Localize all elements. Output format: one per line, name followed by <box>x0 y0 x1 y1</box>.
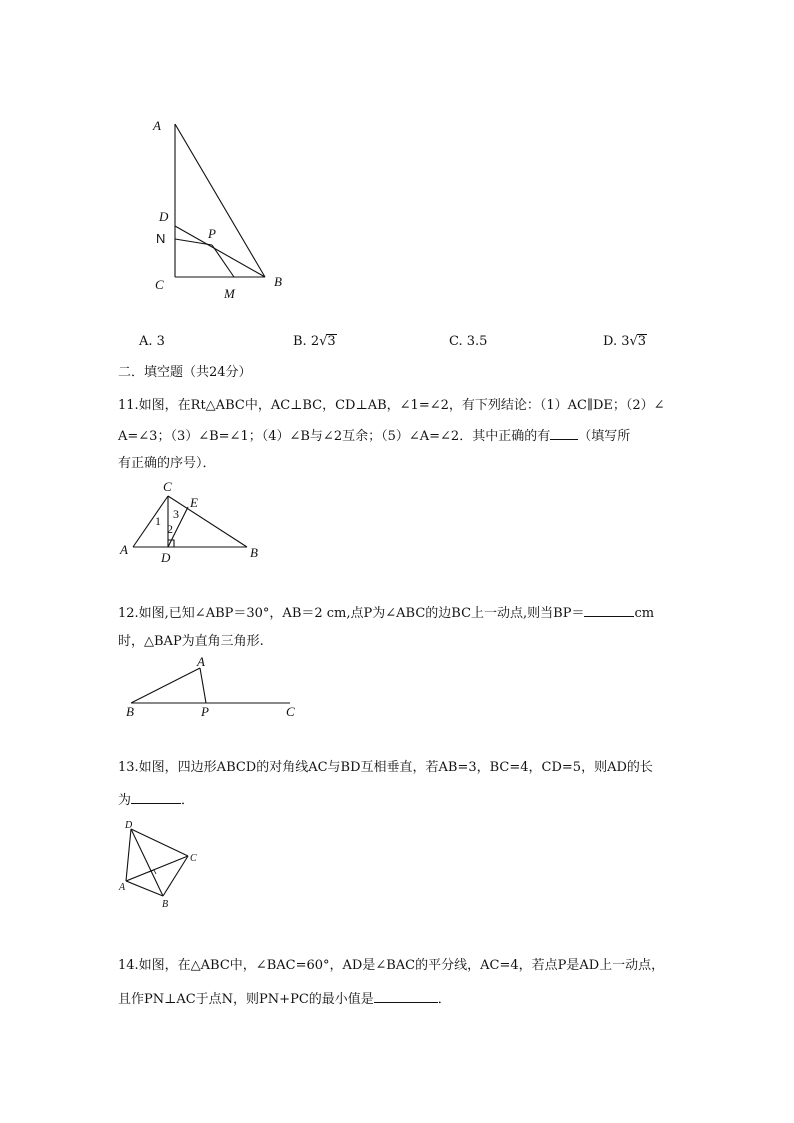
q12-line1-text: 12.如图,已知∠ABP＝30°，AB＝2 cm,点P为∠ABC的边BC上一动点,则当BP＝ <box>118 606 585 621</box>
sqrt-sign: √3 <box>629 334 647 349</box>
segment-da <box>126 829 131 881</box>
angle-1: 1 <box>155 514 161 528</box>
label-m: M <box>224 286 235 301</box>
radicand: 3 <box>327 334 336 349</box>
diagonal-bd <box>131 829 163 896</box>
answer-blank-q14[interactable] <box>374 988 438 1003</box>
choice-c-text: C. 3.5 <box>449 334 488 349</box>
label-d: D <box>125 820 133 831</box>
label-b: B <box>126 704 134 719</box>
label-d: D <box>159 209 169 224</box>
label-p: P <box>208 226 216 241</box>
label-p: P <box>201 704 209 719</box>
label-b: B <box>250 545 258 560</box>
q12-line2: 时，△BAP为直角三角形. <box>118 634 264 649</box>
q14-line2-text: 且作PN⊥AC于点N，则PN+PC的最小值是 <box>118 992 374 1007</box>
label-c: C <box>190 853 197 864</box>
q14-line1: 14.如图，在△ABC中，∠BAC=60°，AD是∠BAC的平分线，AC=4，若点P是AD上一动点， <box>118 958 665 973</box>
label-e: E <box>190 495 198 510</box>
label-b: B <box>162 899 169 910</box>
label-a: A <box>153 118 161 133</box>
label-d: D <box>161 550 171 565</box>
diagonal-ac <box>126 856 188 881</box>
segment-dc <box>131 829 188 856</box>
q13-line2-after: ． <box>181 793 195 808</box>
choice-a-text: A. 3 <box>139 334 165 349</box>
q11-line1: 11.如图，在Rt△ABC中，AC⊥BC，CD⊥AB，∠1=∠2，有下列结论：（1）AC∥DE；（2）∠ <box>118 398 665 413</box>
label-a: A <box>119 882 126 893</box>
section-title: 二．填空题（共24分） <box>118 365 252 380</box>
label-c: C <box>163 479 172 494</box>
q11-line3: 有正确的序号）． <box>118 456 216 471</box>
label-c: C <box>286 704 295 719</box>
label-a: A <box>197 654 205 669</box>
q13-line2-text: 为 <box>118 793 132 808</box>
label-n: N <box>156 231 166 246</box>
label-c: C <box>155 277 164 292</box>
q14-line2 <box>118 988 684 1010</box>
sqrt-sign: √3 <box>319 334 336 349</box>
q13-line1: 13.如图，四边形ABCD的对角线AC与BD互相垂直，若AB=3，BC=4，CD=5，则AD的长 <box>118 760 653 775</box>
label-a: A <box>120 542 128 557</box>
angle-3: 3 <box>173 507 179 521</box>
segment-cb <box>163 856 188 896</box>
radicand: 3 <box>637 334 647 349</box>
q11-line2-text: A=∠3；（3）∠B=∠1；（4）∠B与∠2互余；（5）∠A=∠2．其中正确的有 <box>118 429 551 444</box>
label-b: B <box>274 274 282 289</box>
q11-line2-after: （填写所 <box>578 429 631 444</box>
q12-line1-after: cm <box>634 606 655 621</box>
q14-line2-after: ． <box>437 992 451 1007</box>
choice-d-prefix: D. 3 <box>603 334 630 349</box>
choice-b-prefix: B. 2 <box>293 334 320 349</box>
angle-2: 2 <box>167 522 173 536</box>
